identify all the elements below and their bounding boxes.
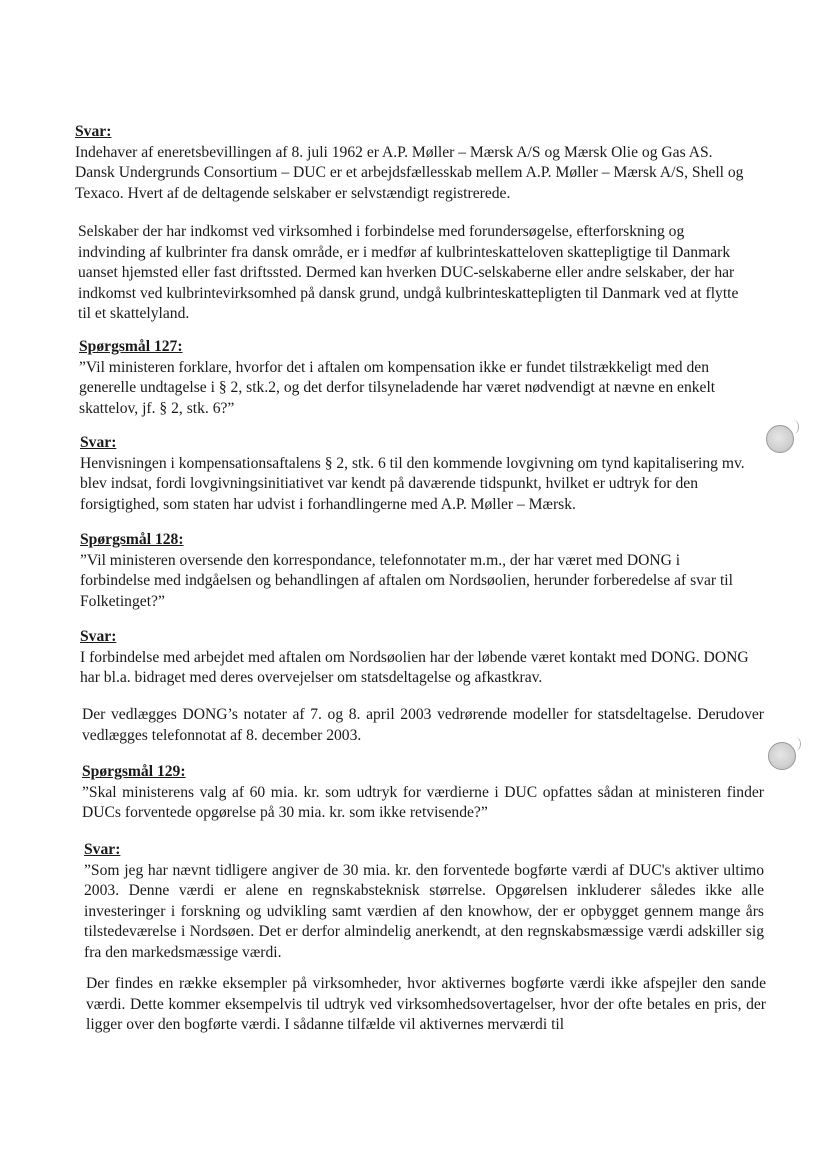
section-heading: Svar: bbox=[80, 628, 117, 645]
question-heading: Spørgsmål 128: bbox=[80, 531, 184, 548]
answer-paragraph: Indehaver af eneretsbevillingen af 8. juli 1962 er A.P. Møller – Mærsk A/S og Mærsk Olie og Gas AS. Dansk Undergrunds Consortium – DUC er et arbejdsfællesskab mellem A.P. Møller – Mærsk A/S, Shell og Texaco. Hvert af de deltagende selskaber er selvstændigt registrerede. bbox=[75, 143, 744, 202]
answer-paragraph: ”Som jeg har nævnt tidligere angiver de 30 mia. kr. den forventede bogførte værdi af DUC's aktiver ultimo 2003. Denne værdi er alene en regnskabsteknisk størrelse. Opgørelsen inkluderer således ikke alle investeringer i forskning og udvikling samt værdien af den knowhow, der er opbygget gennem mange års tilstedeværelse i Nordsøen. Det er derfor almindelig anerkendt, at den regnskabsmæssige værdi adskiller sig fra den markedsmæssige værdi. bbox=[84, 861, 764, 961]
answer-paragraph: Der findes en række eksempler på virksomheder, hvor aktivernes bogførte værdi ikke afspejler den sande værdi. Dette kommer eksempelvis til udtryk ved virksomhedsovertagelser, hvor der ofte betales en pris, der ligger over den bogførte værdi. I sådanne tilfælde vil aktivernes merværdi til bbox=[86, 975, 766, 1033]
punch-mark-icon bbox=[790, 737, 801, 751]
question-section bbox=[79, 337, 755, 419]
question-paragraph: ”Vil ministeren forklare, hvorfor det i aftalen om kompensation ikke er fundet tilstrækkeligt med den generelle undtagelse i § 2, stk.2, og det derfor tilsyneladende har været nødvendigt at nævne en enkelt skattelov, jf. § 2, stk. 6?” bbox=[79, 358, 716, 417]
answer-section bbox=[80, 627, 760, 689]
punch-mark-icon bbox=[788, 420, 799, 434]
section-heading: Svar: bbox=[84, 841, 121, 858]
answer-section bbox=[84, 840, 764, 963]
section-heading: Svar: bbox=[80, 434, 117, 451]
answer-paragraph: Der vedlægges DONG’s notater af 7. og 8. april 2003 vedrørende modeller for statsdeltagelse. Derudover vedlægges telefonnotat af 8. december 2003. bbox=[82, 706, 764, 744]
answer-paragraph-block bbox=[82, 705, 764, 746]
question-paragraph: ”Skal ministerens valg af 60 mia. kr. som udtryk for værdierne i DUC opfattes sådan at ministeren finder DUCs forventede opgørelse på 30 mia. kr. som ikke retvisende?” bbox=[82, 783, 764, 821]
answer-paragraph: Selskaber der har indkomst ved virksomhed i forbindelse med forundersøgelse, efterforskning og indvinding af kulbrinter fra dansk område, er i medfør af kulbrinteskatteloven skattepligtige til Danmark uanset hjemsted eller fast driftssted. Dermed kan hverken DUC-selskaberne eller andre selskaber, der har indkomst ved kulbrintevirksomhed på dansk grund, undgå kulbrinteskattepligten til Danmark ved at flytte til et skattelyland. bbox=[78, 223, 739, 322]
question-section bbox=[80, 530, 750, 612]
answer-paragraph: I forbindelse med arbejdet med aftalen om Nordsøolien har der løbende været kontakt med DONG. DONG har bl.a. bidraget med deres overvejelser om statsdeltagelse og afkastkrav. bbox=[80, 648, 749, 686]
section-heading: Svar: bbox=[75, 123, 112, 140]
answer-paragraph-block bbox=[78, 222, 750, 325]
question-section bbox=[82, 762, 764, 824]
answer-paragraph-block bbox=[86, 974, 766, 1036]
answer-section bbox=[80, 433, 752, 515]
answer-section bbox=[75, 122, 751, 204]
question-heading: Spørgsmål 129: bbox=[82, 763, 186, 780]
answer-paragraph: Henvisningen i kompensationsaftalens § 2, stk. 6 til den kommende lovgivning om tynd kapitalisering mv. blev indsat, fordi lovgivningsinitiativet var kendt på daværende tidspunkt, hvilket er udtryk for den forsigtighed, som staten har udvist i forhandlingerne med A.P. Møller – Mærsk. bbox=[80, 454, 745, 513]
question-paragraph: ”Vil ministeren oversende den korrespondance, telefonnotater m.m., der har været med DONG i forbindelse med indgåelsen og behandlingen af aftalen om Nordsøolien, herunder forberedelse af svar til Folketinget?” bbox=[80, 551, 733, 610]
question-heading: Spørgsmål 127: bbox=[79, 338, 183, 355]
